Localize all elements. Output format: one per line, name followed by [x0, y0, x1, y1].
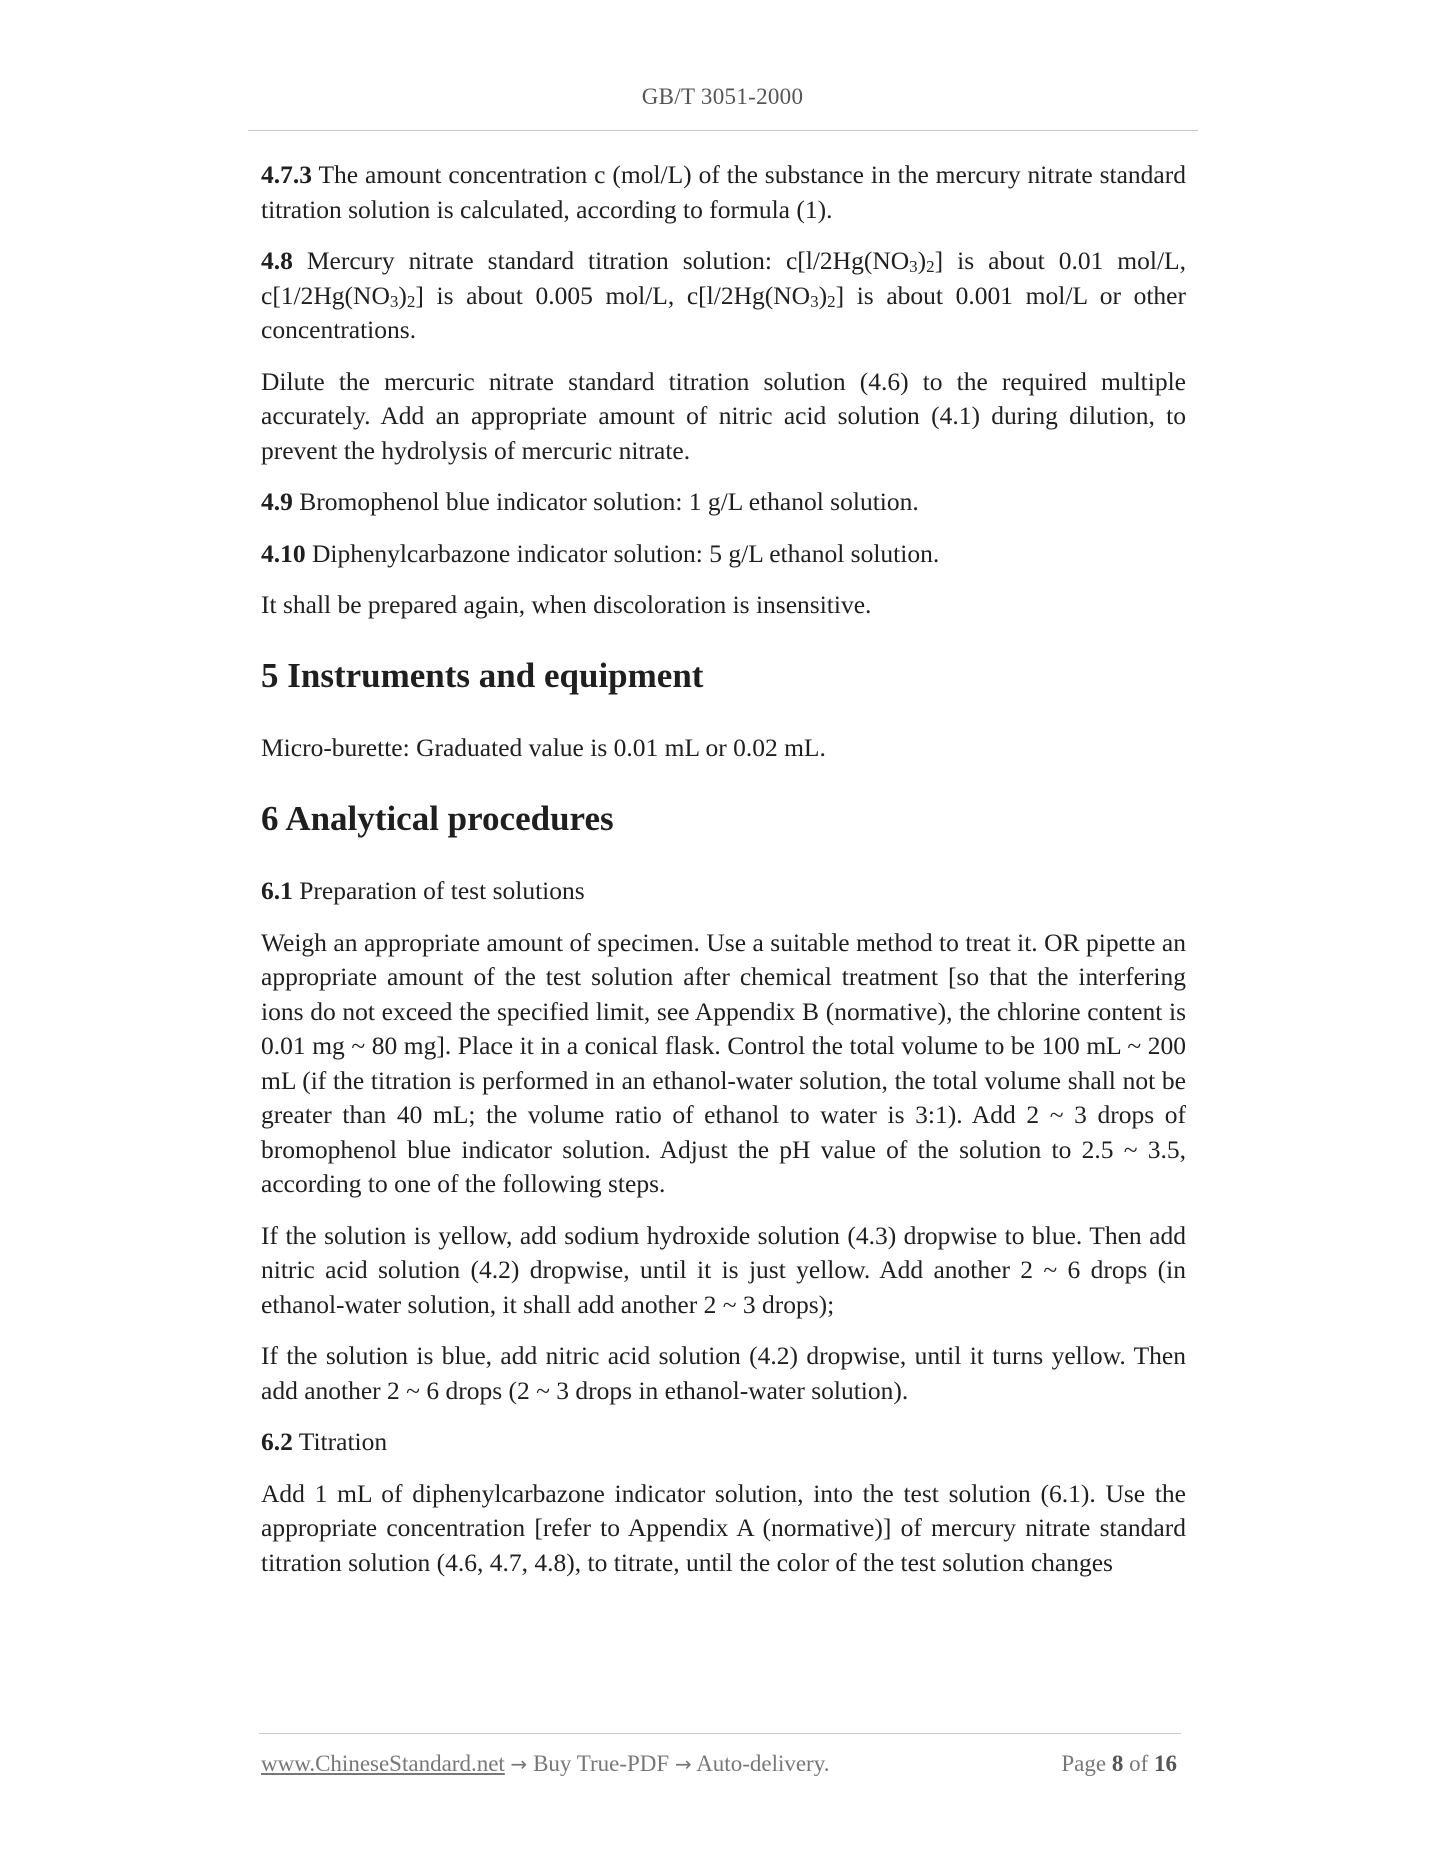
clause-4-7-3	[261, 158, 1186, 227]
total-pages: 16	[1154, 1751, 1177, 1776]
clause-4-9	[261, 485, 1186, 520]
delivery-text: Auto-delivery.	[691, 1751, 830, 1776]
website-link[interactable]: www.ChineseStandard.net	[261, 1751, 505, 1776]
clause-text: Diphenylcarbazone indicator solution: 5 g/L ethanol solution.	[305, 538, 940, 568]
procedure-paragraph-3: If the solution is blue, add nitric acid solution (4.2) dropwise, until it turns yellow. Then add another 2 ~ 6 drops (2 ~ 3 drops in ethanol-water solution).	[261, 1341, 1186, 1405]
clause-title: Titration	[292, 1427, 388, 1456]
clause-number: 4.10	[261, 538, 306, 568]
clause-6-2-title	[261, 1425, 1186, 1460]
dilution-paragraph: Dilute the mercuric nitrate standard titration solution (4.6) to the required multiple accurately. Add an appropriate amount of nitric acid solution (4.1) during dilution, to prevent the hydrolysis of mercuric nitrate.	[261, 366, 1186, 465]
clause-4-8: 4.8 Mercury nitrate standard titration solution: $c[l/2Hg(NO_3)_2]$ is about 0.01 mol/L, $c[1/2Hg(NO_3)_2]$ is about 0.005 mol/L, $c[l/2Hg(NO_3)_2]$ is about 0.001 mol/L or other concentrations.	[261, 246, 1186, 344]
current-page: 8	[1111, 1751, 1124, 1776]
clause-title: Preparation of test solutions	[292, 876, 585, 905]
procedure-paragraph-2: If the solution is yellow, add sodium hydroxide solution (4.3) dropwise to blue. Then add nitric acid solution (4.2) dropwise, until it is just yellow. Add another 2 ~ 6 drops (in ethanol-water solution, it shall add another 2 ~ 3 drops);	[261, 1220, 1186, 1319]
section-6-heading: 6 Analytical procedures	[261, 799, 614, 838]
clause-number: 4.9	[261, 487, 293, 516]
micro-burette-paragraph: Micro-burette: Graduated value is 0.01 mL or 0.02 mL.	[261, 732, 826, 762]
section-5-heading: 5 Instruments and equipment	[261, 655, 704, 695]
clause-number: 6.1	[261, 876, 293, 905]
document-header: GB/T 3051-2000	[641, 84, 804, 109]
clause-6-1-title	[261, 874, 1186, 909]
arrow-right-icon: →	[674, 1752, 692, 1776]
clause-number: 4.7.3	[261, 160, 312, 189]
procedure-paragraph-1: Weigh an appropriate amount of specimen. Use a suitable method to treat it. OR pipette an appropriate amount of the test solution after chemical treatment [so that the interfering ions do not exceed the specified limit, see Appendix B (normative), the chlorine content is 0.01 mg ~ 80 mg]. Place it in a conical flask. Control the total volume to be 100 mL ~ 200 mL (if the titration is performed in an ethanol-water solution, the total volume shall not be greater than 40 mL; the volume ratio of ethanol to water is 3:1). Add 2 ~ 3 drops of bromophenol blue indicator solution. Adjust the pH value of the solution to 2.5 ~ 3.5, according to one of the following steps.	[261, 927, 1186, 1198]
clause-number: 6.2	[261, 1427, 293, 1456]
page-body	[261, 158, 1186, 1580]
clause-number: 4.8	[261, 246, 293, 275]
clause-4-10	[261, 537, 1186, 572]
clause-text: The amount concentration c (mol/L) of the substance in the mercury nitrate standard titration solution is calculated, according to formula (1).	[261, 160, 1186, 224]
header-divider	[248, 130, 1198, 131]
footer-divider	[259, 1733, 1181, 1734]
clause-text: Bromophenol blue indicator solution: 1 g/L ethanol solution.	[292, 487, 919, 516]
page-indicator: Page 8 of 16	[1061, 1751, 1177, 1776]
preparation-note: It shall be prepared again, when discoloration is insensitive.	[261, 590, 872, 619]
footer-promo	[261, 1751, 829, 1777]
buy-text: Buy True-PDF	[527, 1751, 675, 1776]
arrow-right-icon: →	[510, 1752, 528, 1776]
titration-paragraph: Add 1 mL of diphenylcarbazone indicator solution, into the test solution (6.1). Use the appropriate concentration [refer to Appendix A (normative)] of mercury nitrate standard titration solution (4.6, 4.7, 4.8), to titrate, until the color of the test solution changes	[261, 1478, 1186, 1577]
